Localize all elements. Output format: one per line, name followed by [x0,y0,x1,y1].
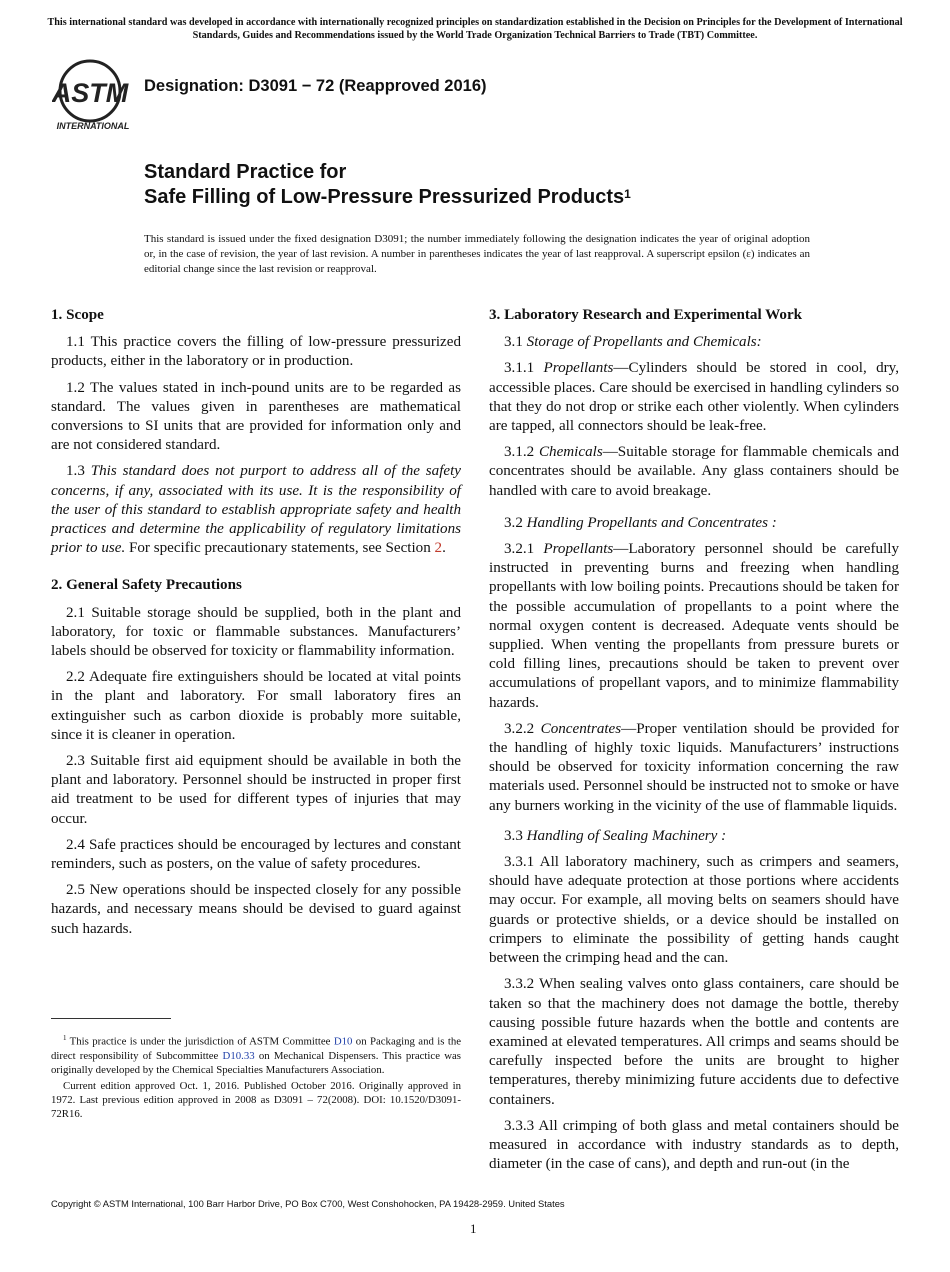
svg-text:ASTM: ASTM [52,78,129,108]
para-2-1: 2.1 Suitable storage should be supplied, both in the plant and laboratory, for toxic or flammable substances. Manufacturers’ labels should be observed for toxicity or flammability information. [51,604,461,660]
right-column [489,306,899,1181]
para-3-1-1: 3.1.1 Propellants—Cylinders should be stored in cool, dry, accessible places. Care should be exercised in handling cylinders so that they do not drop or strike each other violently. When cylinders are tapped, all connectors should be leak-free. [489,360,899,435]
para-2-2: 2.2 Adequate fire extinguishers should be located at vital points in the plant and laboratory. For small laboratory fires an extinguisher such as carbon dioxide is probably more suitable, since it is cleaner in operation. [51,669,461,743]
section-3-heading: 3. Laboratory Research and Experimental Work [489,307,803,323]
para-1-1: 1.1 This practice covers the filling of low-pressure pressurized products, either in the laboratory or in production. [51,334,461,370]
para-3-3: 3.3 Handling of Sealing Machinery : [504,827,727,844]
subcommittee-d10-33-link[interactable]: D10.33 [222,1049,255,1062]
svg-text:INTERNATIONAL: INTERNATIONAL [56,121,130,131]
para-2-4: 2.4 Safe practices should be encouraged by lectures and constant reminders, such as posters, on the value of safety procedures. [51,836,461,873]
para-3-3-3: 3.3.3 All crimping of both glass and metal containers should be measured in accordance with industry standards as to depth, diameter (in the case of cans), and depth and run-out (in the [489,1117,899,1173]
para-2-3: 2.3 Suitable first aid equipment should be available in both the plant and laboratory. Personnel should be instructed in proper first aid treatment to be used for different types of injuries that may occur. [51,753,461,827]
para-3-2-2: 3.2.2 Concentrates—Proper ventilation should be provided for the handling of highly toxic liquids. Manufacturers’ instructions should be observed for toxicity information concerning the raw materials used. Personnel should be instructed not to smoke or have any burners working in the vicinity of the use of flammable liquids. [489,720,899,814]
issued-note: This standard is issued under the fixed designation D3091; the number immediately following the designation indicates the year of original adoption or, in the case of revision, the year of last revision. A number in parentheses indicates the year of last reapproval. A superscript epsilon (ε) indicates an editorial change since the last revision or reapproval. [144,233,810,275]
left-column [51,306,461,946]
para-3-1: 3.1 Storage of Propellants and Chemicals: [504,334,762,351]
para-3-3-2: 3.3.2 When sealing valves onto glass containers, care should be taken so that the machinery does not damage the bottle, thereby causing possible future hazards when the bottle and contents are examined at elevated temperatures. All crimps and seams should be carefully inspected before the units are brought to higher temperatures, thereby minimizing future accidents due to defective containers. [489,976,899,1108]
para-1-2: 1.2 The values stated in inch-pound units are to be regarded as standard. The values given in parentheses are mathematical conversions to SI units that are provided for information only and are not considered standard. [51,379,461,454]
designation: Designation: D3091 − 72 (Reapproved 2016) [144,77,487,95]
footnote [51,1031,461,1123]
document-title [144,160,631,210]
section-2-link[interactable]: 2 [434,540,443,557]
footnote-edition: Current edition approved Oct. 1, 2016. Published October 2016. Originally approved in 1972. Last previous edition approved in 2008 as D3091 – 72(2008). DOI: 10.1520/D3091-72R16. [51,1079,461,1120]
footnote-1: $^1$ This practice is under the jurisdiction of ASTM Committee D10 on Packaging and is the direct responsibility of Subcommittee D10.33 on Mechanical Dispensers. This practice was originally developed by the Chemical Specialties Manufacturers Association. [51,1034,462,1076]
page-number: 1 [470,1221,477,1236]
section-1-heading: 1. Scope [51,307,104,323]
para-3-3-1: 3.3.1 All laboratory machinery, such as crimpers and seamers, should have adequate protection at those portions where accidents may occur. For example, all moving belts on seamers should have guards or protective shields, or a device should be installed on crimpers to eliminate the possibility of getting hands caught between the crimping head and the can. [489,854,899,967]
para-3-1-2: 3.1.2 Chemicals—Suitable storage for flammable chemicals and concentrates should be available. Any glass containers should be handled with care to avoid breakage. [489,444,899,499]
section-2-heading: 2. General Safety Precautions [51,577,242,594]
committee-d10-link[interactable]: D10 [333,1035,353,1048]
para-1-3: 1.3 This standard does not purport to address all of the safety concerns, if any, associated with its use. It is the responsibility of the user of this standard to establish appropriate safety and health practices and determine the applicability of regulatory limitations prior to use. For specific precautionary statements, see Section 2. [51,463,462,557]
astm-logo-icon [52,58,134,132]
copyright: Copyright © ASTM International, 100 Barr Harbor Drive, PO Box C700, West Conshohocken, PA 19428-2959. United States [51,1198,565,1209]
para-3-2: 3.2 Handling Propellants and Concentrates : [504,514,777,531]
title-line1: Standard Practice for [144,161,347,183]
tbt-notice: This international standard was developed in accordance with internationally recognized principles on standardization established in the Decision on Principles for the Development of International Standards, Guides and Recommendations issued by the World Trade Organization Technical Barriers to Trade (TBT) Committee. [47,17,903,41]
para-3-2-1: 3.2.1 Propellants—Laboratory personnel should be carefully instructed in preventing burns and freezing when handling propellants with low boiling points. Precautions should be taken for the possible accumulation of propellants to a point where the normal oxygen content is decreased. Adequate vents should be supplied. When venting the propellants from pressure burets or cold filling lines, precautions should be taken to prevent over accumulations of propellant vapors, and to minimize flammability hazards. [489,541,899,711]
para-2-5: 2.5 New operations should be inspected closely for any possible hazards, and necessary means should be devised to guard against such hazards. [51,882,461,937]
title-footnote-ref[interactable]: 1 [624,187,631,201]
footnote-divider [51,1018,171,1019]
title-line2: Safe Filling of Low-Pressure Pressurized Products [144,186,625,208]
